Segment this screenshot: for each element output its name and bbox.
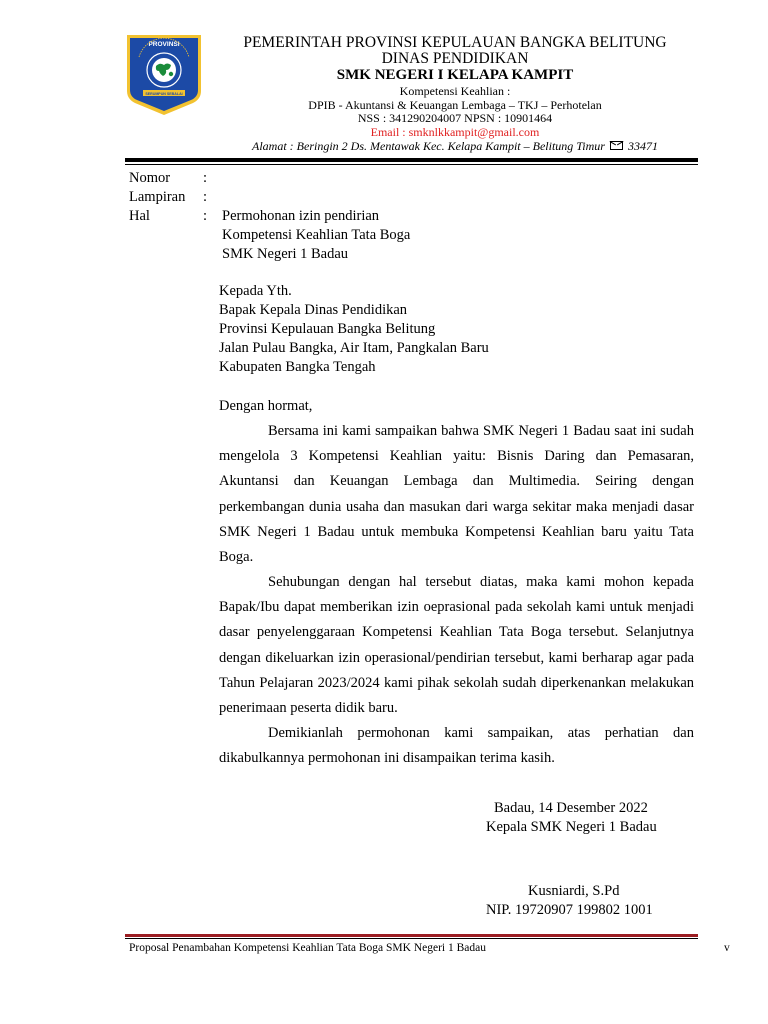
mail-icon [610,141,623,150]
footer-divider-red [125,934,698,937]
recipient-line: Jalan Pulau Bangka, Air Itam, Pangkalan Baru [219,340,489,356]
hal-label: Hal [129,208,150,224]
footer-title: Proposal Penambahan Kompetensi Keahlian Tata Boga SMK Negeri 1 Badau [129,942,486,954]
hal-colon: : [203,208,208,224]
nomor-colon: : [203,170,208,186]
hal-line-2: Kompetensi Keahlian Tata Boga [222,227,411,243]
body-paragraph-3 [219,721,694,771]
coat-of-arms-logo [125,33,203,116]
greeting: Dengan hormat, [219,398,313,414]
nomor-label: Nomor [129,170,171,186]
letterhead-divider-thin [125,164,698,165]
paragraph-text: Bersama ini kami sampaikan bahwa SMK Negeri 1 Badau saat ini sudah mengelola 3 Kompetensi Keahlian yaitu: Bisnis Daring dan Pemasaran, Akuntansi dan Keuangan Lembaga dan Multimedia. Seiring dengan perkembangan dunia usaha dan masukan dari warga sekitar maka menjadi dasar SMK Negeri 1 Badau untuk membuka Kompetensi Keahlian baru yaitu Tata Boga. [219,423,694,566]
signature-nip: NIP. 19720907 199802 1001 [486,902,653,918]
paragraph-text: Demikianlah permohonan kami sampaikan, atas perhatian dan dikabulkannya permohonan ini disampaikan terima kasih. [219,725,694,767]
letterhead-nss-npsn: NSS : 341290204007 NPSN : 10901464 [357,111,553,125]
letterhead-email: Email : smknlkkampit@gmail.com [370,125,540,139]
body-paragraph-1 [219,419,694,570]
letterhead-department: DINAS PENDIDIKAN [381,50,529,67]
lampiran-label: Lampiran [129,189,186,205]
letterhead-competencies: DPIB - Akuntansi & Keuangan Lembaga – TKJ – Perhotelan [308,98,602,112]
hal-line-1: Permohonan izin pendirian [222,208,380,224]
postal-code: 33471 [627,139,658,153]
letterhead-school-name: SMK NEGERI I KELAPA KAMPIT [336,67,574,83]
hal-line-3: SMK Negeri 1 Badau [222,246,349,262]
footer-page-number: v [724,942,730,954]
logo-top-text: PROVINSI [148,41,180,48]
signature-name: Kusniardi, S.Pd [528,883,620,899]
recipient-line: Kabupaten Bangka Tengah [219,359,376,375]
signature-position: Kepala SMK Negeri 1 Badau [486,819,657,835]
recipient-line: Kepada Yth. [219,283,292,299]
footer-divider-black [125,938,698,939]
recipient-line: Provinsi Kepulauan Bangka Belitung [219,321,436,337]
paragraph-text: Sehubungan dengan hal tersebut diatas, maka kami mohon kepada Bapak/Ibu dapat memberikan izin oeprasional pada sekolah kami untuk menjadi dasar penyelenggaraan Kompetensi Keahlian Tata Boga tersebut. Selanjutnya dengan dikeluarkan izin operasional/pendirian tersebut, kami berharap agar pada Tahun Pelajaran 2023/2024 kami pihak sekolah sudah diperkenankan melakukan penerimaan peserta didik baru. [219,574,694,717]
recipient-line: Bapak Kepala Dinas Pendidikan [219,302,408,318]
address-text: Alamat : Beringin 2 Ds. Mentawak Kec. Kelapa Kampit – Belitung Timur [252,139,605,153]
logo-motto-text: SERUMPUN SEBALAI [145,91,183,96]
letterhead-government: PEMERINTAH PROVINSI KEPULAUAN BANGKA BELITUNG [243,34,667,51]
body-paragraph-2 [219,570,694,721]
lampiran-colon: : [203,189,208,205]
letterhead-address [215,140,695,152]
letterhead-divider-thick [125,158,698,162]
letterhead-competency-label: Kompetensi Keahlian : [399,84,511,98]
signature-place-date: Badau, 14 Desember 2022 [494,800,648,816]
